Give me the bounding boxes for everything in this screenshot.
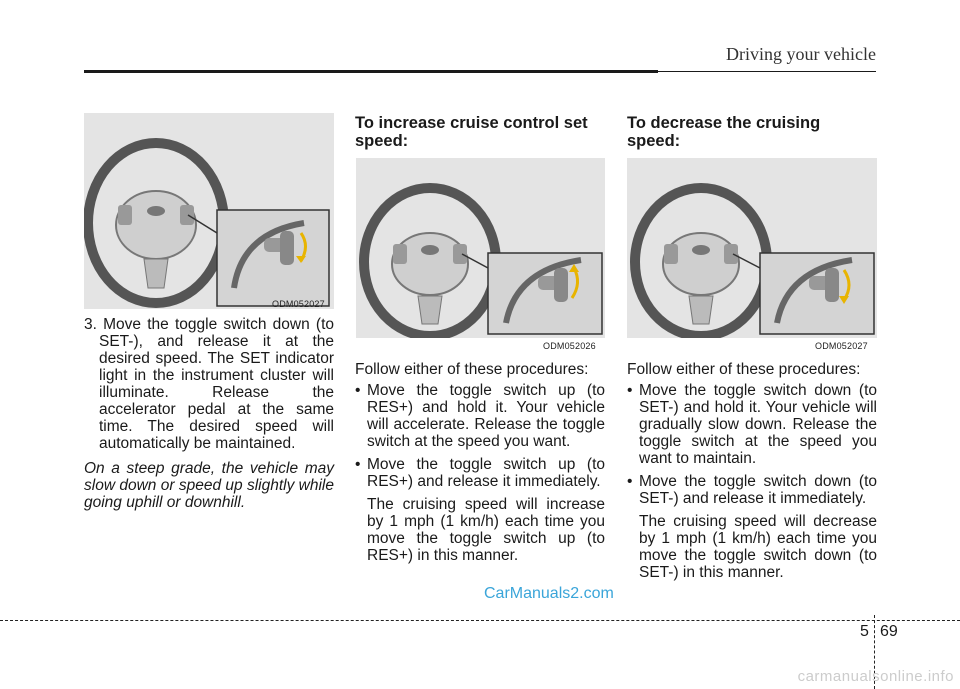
column-right <box>627 114 877 150</box>
bullet-text: Move the toggle switch up (to RES+) and release it immediately. <box>367 456 605 490</box>
figure-code: ODM052027 <box>815 341 868 351</box>
column-middle <box>355 114 605 150</box>
column-middle-body <box>355 361 605 564</box>
bullet-text: Move the toggle switch up (to RES+) and hold it. Your vehicle will accelerate. Release the toggle switch at the speed you want. <box>367 382 605 450</box>
header-rule <box>84 70 658 73</box>
steering-wheel-illustration <box>627 158 877 338</box>
bullet-item: • Move the toggle switch down (to SET-) and release it immediately. <box>627 473 877 507</box>
figure-code: ODM052027 <box>272 299 325 309</box>
bullet-item: • Move the toggle switch down (to SET-) and hold it. Your vehicle will gradually slow down. Release the toggle switch at the speed you want to maintain. <box>627 382 877 467</box>
step-number: 3. <box>84 316 97 333</box>
intro-text: Follow either of these procedures: <box>355 361 589 378</box>
section-heading: To increase cruise control set speed: <box>355 114 588 150</box>
bullet-item: • Move the toggle switch up (to RES+) and release it immediately. <box>355 456 605 490</box>
bottom-watermark: carmanualsonline.info <box>797 668 954 685</box>
watermark-link[interactable]: CarManuals2.com <box>484 585 614 602</box>
steering-wheel-illustration <box>84 113 334 309</box>
section-title: Driving your vehicle <box>726 44 876 64</box>
steering-wheel-figure <box>84 113 334 309</box>
intro-text: Follow either of these procedures: <box>627 361 861 378</box>
steering-wheel-figure <box>627 158 877 338</box>
column-left <box>84 316 334 511</box>
column-right-body <box>627 361 877 581</box>
followup-text: The cruising speed will increase by 1 mph (1 km/h) each time you move the toggle switch up (to RES+) in this manner. <box>367 496 605 564</box>
bullet-item: • Move the toggle switch up (to RES+) and hold it. Your vehicle will accelerate. Release the toggle switch at the speed you want. <box>355 382 605 450</box>
steering-wheel-illustration <box>356 158 605 338</box>
bullet-text: Move the toggle switch down (to SET-) and hold it. Your vehicle will gradually slow down. Release the toggle switch at the speed you want to maintain. <box>639 382 877 467</box>
page-number: 69 <box>880 623 898 640</box>
followup-text: The cruising speed will decrease by 1 mph (1 km/h) each time you move the toggle switch down (to SET-) in this manner. <box>639 513 877 581</box>
footer-rule <box>0 620 960 621</box>
steering-wheel-figure <box>356 158 605 338</box>
section-heading: To decrease the cruising speed: <box>627 114 821 150</box>
note-text: On a steep grade, the vehicle may slow down or speed up slightly while going uphill or downhill. <box>84 460 334 511</box>
bullet-text: Move the toggle switch down (to SET-) and release it immediately. <box>639 473 877 507</box>
step-text: Move the toggle switch down (to SET-), and release it at the desired speed. The SET indicator light in the instrument cluster will illuminate. Release the accelerator pedal at the same time. The desired speed will automatically be maintained. <box>99 316 335 452</box>
chapter-number: 5 <box>860 623 869 640</box>
header-rule-thin <box>658 71 876 72</box>
figure-code: ODM052026 <box>543 341 596 351</box>
step-paragraph <box>84 316 334 452</box>
